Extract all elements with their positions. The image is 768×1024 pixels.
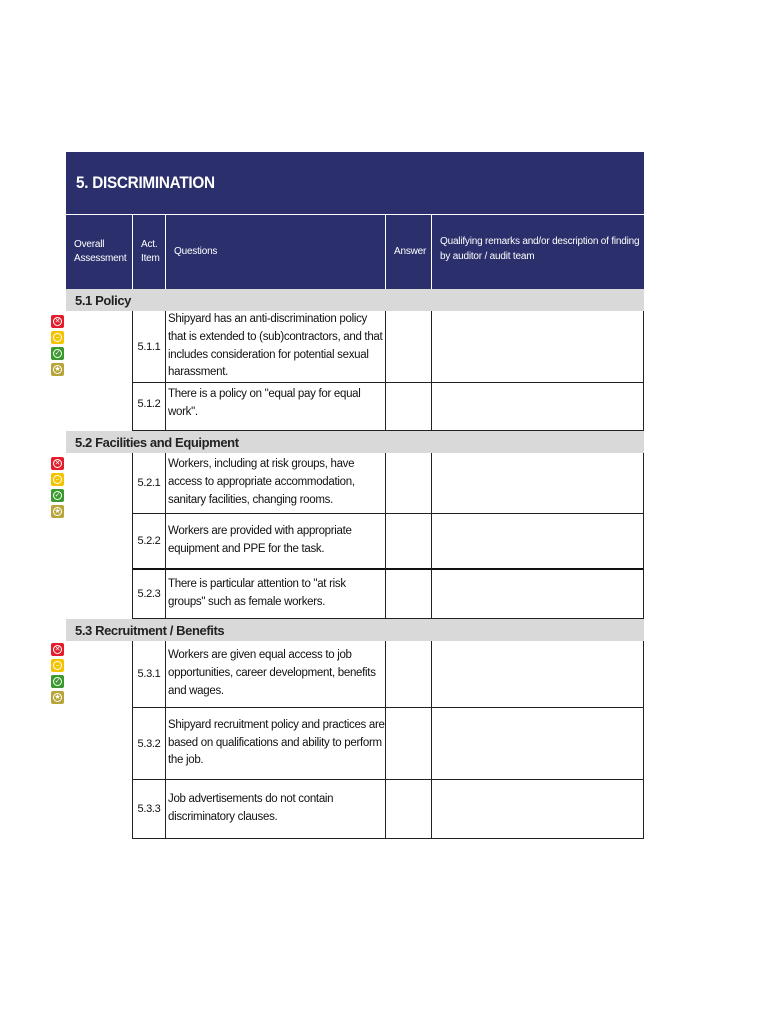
section-recruitment: 5.3 Recruitment / Benefits [66, 619, 644, 641]
answer-cell[interactable] [386, 453, 432, 514]
overall-cell[interactable] [66, 708, 133, 780]
answer-cell[interactable] [386, 570, 432, 619]
remarks-cell[interactable] [432, 780, 644, 839]
remarks-cell[interactable] [432, 377, 644, 431]
header-questions: Questions [166, 215, 386, 289]
table-row [66, 708, 644, 780]
dash-icon[interactable]: – [51, 659, 64, 672]
remarks-cell[interactable] [432, 453, 644, 514]
table-row [66, 570, 644, 619]
table-row [66, 453, 644, 514]
question-text: There is particular attention to "at risk groups" such as female workers. [166, 570, 386, 619]
remarks-cell[interactable] [432, 570, 644, 619]
discrimination-table [66, 152, 644, 839]
table-row [66, 311, 644, 377]
header-answer: Answer [386, 215, 432, 289]
item-number: 5.3.1 [133, 641, 166, 708]
table-row [66, 514, 644, 570]
answer-cell[interactable] [386, 514, 432, 570]
table-title-text: 5. DISCRIMINATION [76, 173, 215, 192]
header-overall: Overall Assessment [66, 215, 133, 289]
dash-icon[interactable]: – [51, 331, 64, 344]
remarks-cell[interactable] [432, 641, 644, 708]
header-remarks: Qualifying remarks and/or description of finding by auditor / audit team [440, 236, 640, 262]
question-text: Workers are provided with appropriate equipment and PPE for the task. [166, 514, 386, 570]
assessment-icons-recruitment [51, 643, 64, 704]
overall-cell[interactable] [66, 641, 133, 708]
item-number: 5.2.2 [133, 514, 166, 570]
table-title [66, 152, 644, 215]
check-icon[interactable]: ✓ [51, 489, 64, 502]
remarks-cell[interactable] [432, 311, 644, 383]
answer-cell[interactable] [386, 641, 432, 708]
question-text: Workers are given equal access to job opportunities, career development, benefits and wages. [166, 641, 386, 708]
question-text: There is a policy on "equal pay for equal work". [166, 377, 386, 431]
question-text: Workers, including at risk groups, have access to appropriate accommodation, sanitary facilities, changing rooms. [166, 453, 386, 514]
overall-cell[interactable] [66, 377, 133, 431]
dash-icon[interactable]: – [51, 473, 64, 486]
overall-cell[interactable] [66, 311, 133, 383]
item-number: 5.1.2 [133, 377, 166, 431]
check-icon[interactable]: ✓ [51, 675, 64, 688]
item-number: 5.2.3 [133, 570, 166, 619]
section-policy: 5.1 Policy [66, 289, 644, 311]
table-row [66, 780, 644, 839]
star-icon[interactable]: ★ [51, 505, 64, 518]
cross-icon[interactable]: ✕ [51, 457, 64, 470]
answer-cell[interactable] [386, 708, 432, 780]
answer-cell[interactable] [386, 780, 432, 839]
cross-icon[interactable]: ✕ [51, 643, 64, 656]
cross-icon[interactable]: ✕ [51, 315, 64, 328]
overall-cell[interactable] [66, 514, 133, 570]
overall-cell[interactable] [66, 453, 133, 514]
question-text: Shipyard has an anti-discrimination policy that is extended to (sub)contractors, and that includes consideration for potential sexual harassment. [166, 311, 386, 383]
remarks-cell[interactable] [432, 708, 644, 780]
star-icon[interactable]: ★ [51, 363, 64, 376]
assessment-icons-policy [51, 315, 64, 376]
star-icon[interactable]: ★ [51, 691, 64, 704]
table-row [66, 641, 644, 708]
section-facilities: 5.2 Facilities and Equipment [66, 431, 644, 453]
item-number: 5.3.3 [133, 780, 166, 839]
overall-cell[interactable] [66, 780, 133, 839]
answer-cell[interactable] [386, 311, 432, 383]
question-text: Shipyard recruitment policy and practices are based on qualifications and ability to perform the job. [166, 708, 386, 780]
header-row [66, 215, 644, 289]
question-text: Job advertisements do not contain discriminatory clauses. [166, 780, 386, 839]
check-icon[interactable]: ✓ [51, 347, 64, 360]
item-number: 5.3.2 [133, 708, 166, 780]
table-row [66, 377, 644, 431]
header-item: Act. Item [133, 215, 166, 289]
item-number: 5.2.1 [133, 453, 166, 514]
overall-cell[interactable] [66, 570, 133, 619]
remarks-cell[interactable] [432, 514, 644, 570]
answer-cell[interactable] [386, 377, 432, 431]
assessment-icons-facilities [51, 457, 64, 518]
item-number: 5.1.1 [133, 311, 166, 383]
